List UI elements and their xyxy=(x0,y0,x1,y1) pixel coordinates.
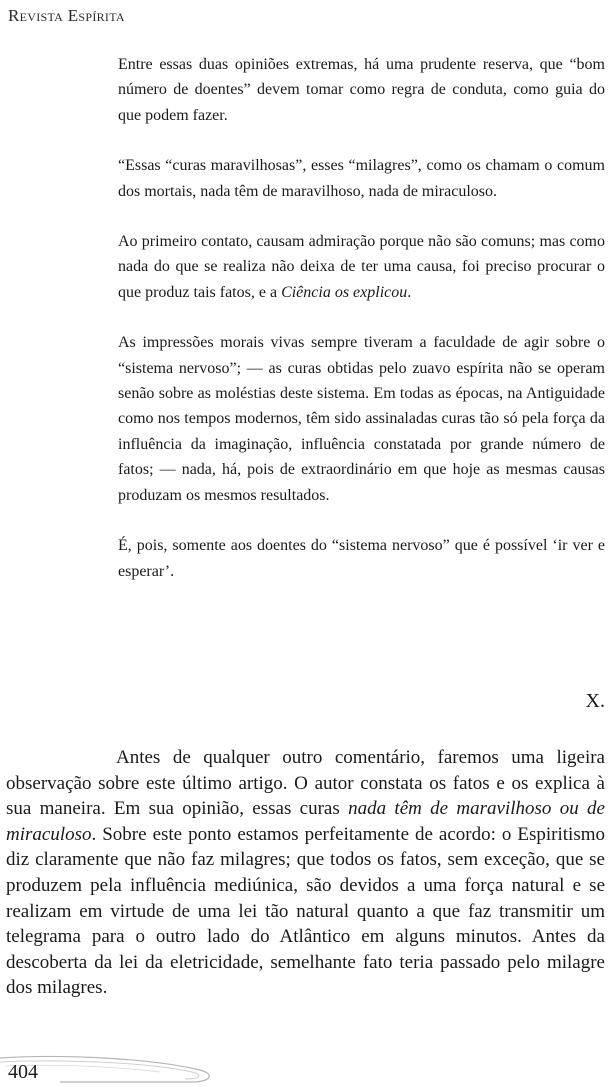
quote-paragraph-3-italic: Ciência os explicou xyxy=(281,283,408,301)
quote-paragraph-3-end: . xyxy=(407,283,412,301)
quoted-article xyxy=(118,52,605,609)
commentary-text-end: . Sobre este ponto estamos perfeitamente de acordo: o Espiritismo diz claramente que não faz milagres; que todos os fatos, sem exceção, que se produzem pela influência mediúnica, são devidos a uma força natural e se realizam em virtude de uma lei tão natural quanto a que faz transmitir um telegrama para o outro lado do Atlântico em alguns minutos. Antes da descoberta da lei da eletricidade, semelhante fato teria passado pelo milagre dos milagres. xyxy=(6,823,605,999)
commentary xyxy=(6,745,605,1001)
quote-paragraph-3 xyxy=(118,229,605,305)
running-header: Revista Espírita xyxy=(8,6,125,25)
quote-paragraph-5: É, pois, somente aos doentes do “sistema nervoso” que é possível ‘ir ver e esperar’. xyxy=(118,537,605,580)
commentary-text: Antes de qualquer outro comentário, faremos uma ligeira observação sobre este último artigo. O autor constata os fatos e os explica à sua maneira. Em sua opinião, essas curas xyxy=(6,747,605,820)
quote-paragraph-2: “Essas “curas maravilhosas”, esses “milagres”, como os chamam o comum dos mortais, nada têm de maravilhoso, nada de miraculoso. xyxy=(118,157,605,200)
article-signature: X. xyxy=(585,690,605,712)
quote-paragraph-3-text: Ao primeiro contato, causam admiração porque não são comuns; mas como nada do que se realiza não deixa de ter uma causa, foi preciso procurar o que produz tais fatos, e a xyxy=(118,233,605,301)
quote-paragraph-1: Entre essas duas opiniões extremas, há uma prudente reserva, que “bom número de doentes” devem tomar como regra de conduta, como guia do que podem fazer. xyxy=(118,56,605,124)
commentary-paragraph xyxy=(6,745,605,1001)
commentary-italic: nada têm de maravilhoso ou de miraculoso xyxy=(6,798,605,845)
footer-ornament xyxy=(0,1052,260,1087)
page-number: 404 xyxy=(8,1061,38,1083)
swoosh-ornament-icon xyxy=(0,1052,260,1087)
quote-paragraph-4: As impressões morais vivas sempre tiveram a faculdade de agir sobre o “sistema nervoso”; — as curas obtidas pelo zuavo espírita não se operam senão sobre as moléstias deste sistema. Em todas as épocas, na Antiguidade como nos tempos modernos, têm sido assinaladas curas tão só pela força da influência da imaginação, influência constatada por grande número de fatos; — nada, há, pois de extraordinário em que hoje as mesmas causas produzam os mesmos resultados. xyxy=(118,334,605,504)
